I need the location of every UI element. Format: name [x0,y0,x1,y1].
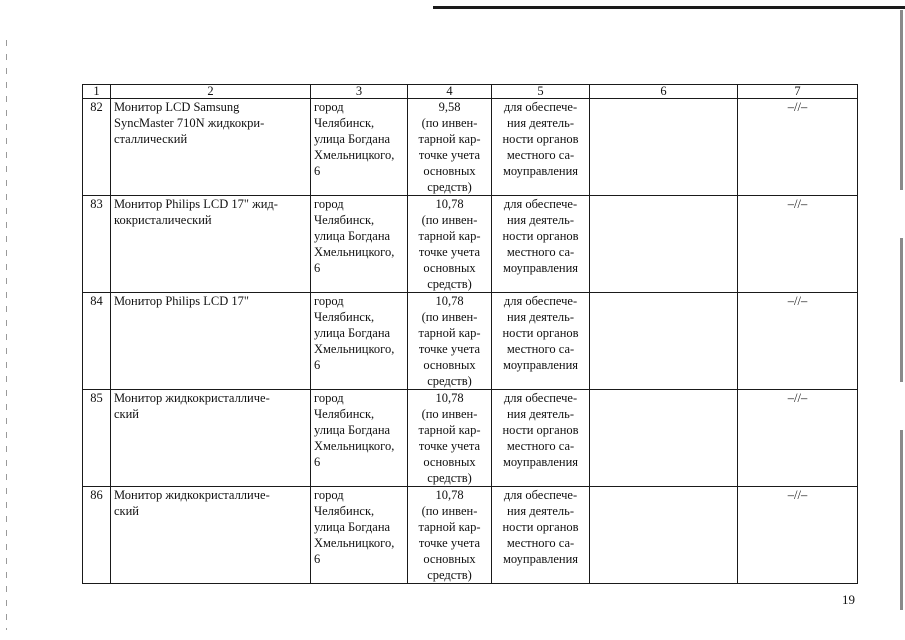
item-value [408,293,492,390]
inventory-table [82,84,858,584]
item-col6 [590,196,738,293]
ditto-mark: –//– [738,487,858,584]
header-cell-4: 4 [408,85,492,99]
item-address-text: город Челябинск, улица Богдана Хмельницкого, 6 [314,294,395,372]
item-address-text: город Челябинск, улица Богдана Хмельницкого, 6 [314,197,395,275]
item-purpose [492,293,590,390]
item-name [111,293,311,390]
ditto-mark: –//– [738,99,858,196]
item-address [311,99,408,196]
item-purpose-text: для обеспече- ния деятель- ности органов местного са- моуправления [502,100,579,178]
header-row [83,85,858,99]
table-row [83,99,858,196]
item-name [111,487,311,584]
item-name-text: Монитор Philips LCD 17" [114,294,249,308]
item-purpose [492,390,590,487]
item-name [111,196,311,293]
item-purpose [492,99,590,196]
item-value-text: 10,78 (по инвен- тарной кар- точке учета основных средств) [418,197,481,291]
item-purpose [492,196,590,293]
table-row [83,196,858,293]
row-number: 85 [83,390,111,487]
scan-right-edge [900,10,903,610]
item-col6 [590,293,738,390]
row-number: 86 [83,487,111,584]
item-name-text: Монитор LCD Samsung SyncMaster 710N жидкокри- сталлический [114,100,265,146]
item-name [111,390,311,487]
table-row [83,390,858,487]
item-value-text: 10,78 (по инвен- тарной кар- точке учета основных средств) [418,488,481,582]
header-cell-3: 3 [311,85,408,99]
item-name-text: Монитор жидкокристалличе- ский [114,488,270,518]
item-address [311,390,408,487]
item-address [311,293,408,390]
item-col6 [590,390,738,487]
item-purpose-text: для обеспече- ния деятель- ности органов местного са- моуправления [502,197,579,275]
row-number: 82 [83,99,111,196]
item-name-text: Монитор Philips LCD 17" жид- кокристалический [114,197,278,227]
item-address-text: город Челябинск, улица Богдана Хмельницкого, 6 [314,100,395,178]
scan-left-edge [6,40,7,630]
header-cell-7: 7 [738,85,858,99]
header-cell-5: 5 [492,85,590,99]
item-value [408,196,492,293]
item-purpose-text: для обеспече- ния деятель- ности органов местного са- моуправления [502,294,579,372]
top-edge-rule [433,6,905,9]
header-cell-2: 2 [111,85,311,99]
item-value-text: 9,58 (по инвен- тарной кар- точке учета основных средств) [418,100,481,194]
item-purpose-text: для обеспече- ния деятель- ности органов местного са- моуправления [502,488,579,566]
item-address [311,487,408,584]
row-number: 84 [83,293,111,390]
item-value [408,390,492,487]
page-number: 19 [842,592,855,607]
item-col6 [590,99,738,196]
item-address-text: город Челябинск, улица Богдана Хмельницкого, 6 [314,391,395,469]
ditto-mark: –//– [738,390,858,487]
item-col6 [590,487,738,584]
item-address-text: город Челябинск, улица Богдана Хмельницкого, 6 [314,488,395,566]
ditto-mark: –//– [738,293,858,390]
item-value-text: 10,78 (по инвен- тарной кар- точке учета основных средств) [418,391,481,485]
item-name [111,99,311,196]
table-row [83,487,858,584]
item-name-text: Монитор жидкокристалличе- ский [114,391,270,421]
item-value [408,487,492,584]
table-row [83,293,858,390]
item-purpose [492,487,590,584]
header-cell-1: 1 [83,85,111,99]
ditto-mark: –//– [738,196,858,293]
row-number: 83 [83,196,111,293]
item-address [311,196,408,293]
item-value [408,99,492,196]
header-cell-6: 6 [590,85,738,99]
item-purpose-text: для обеспече- ния деятель- ности органов местного са- моуправления [502,391,579,469]
item-value-text: 10,78 (по инвен- тарной кар- точке учета основных средств) [418,294,481,388]
